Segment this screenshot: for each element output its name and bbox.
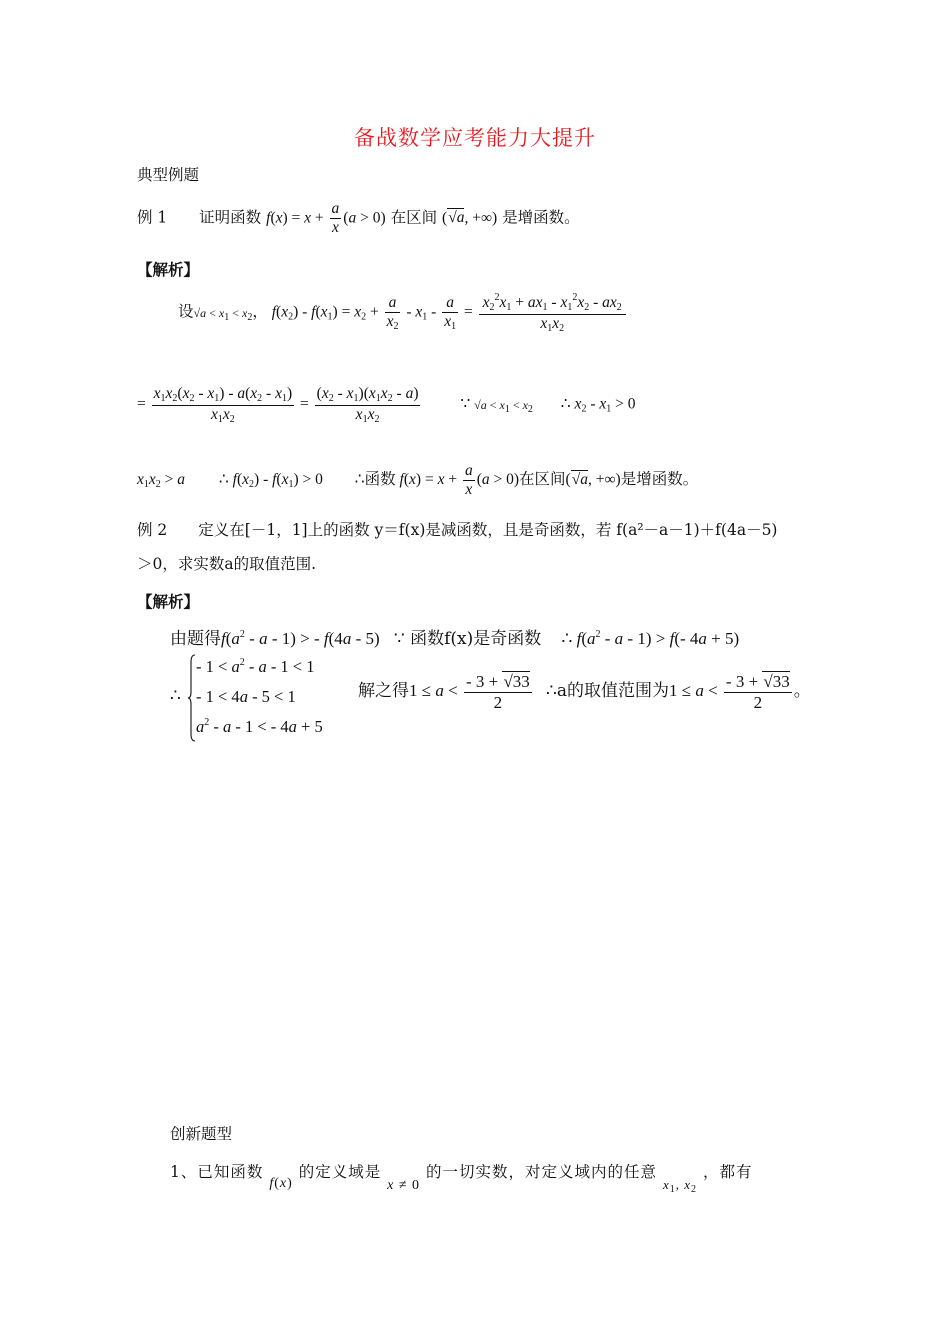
end-mark: 。 (793, 680, 811, 701)
question-1-text-b: 的定义域是 (298, 1163, 382, 1181)
question-1-text-c: 的一切实数，对定义域内的任意 (426, 1163, 658, 1181)
example-1-label: 例 1 (137, 208, 168, 227)
system-brace (188, 654, 196, 742)
inequality-3: $a^2$ - a - 1 < - 4a + 5 (196, 717, 323, 736)
question-1-text-a: 1、已知函数 (170, 1163, 264, 1181)
solution-1-line-3: $x_1x_2 > a$ ∴ $f(x_2) - f(x_1) > 0$ ∴函数 f(x) = x + $\frac{a}{x}$ (a > 0)在区间(√a, +∞)是增函数。 (137, 462, 699, 498)
conclusion-increasing: 是增函数。 (620, 469, 699, 488)
analysis-label-2: 【解析】 (137, 592, 200, 611)
comma: ， (252, 303, 268, 321)
formula-fx: f (266, 209, 271, 227)
example-1-text-c: 是增函数。 (502, 208, 580, 227)
solution-1-line-2: = $\frac{x_1x_2(x_2 - x_1) - a(x_2 - x_1)}{x_1x_2}$ = $\frac{(x_2 - x_1)(x_1x_2 - a)}{x_1x_2}$ ∵ $√a < x_1 < x_2$ ∴ $x_2 - x_1 > 0$ (137, 385, 636, 425)
example-1-text-a: 证明函数 (199, 208, 262, 227)
range-text: ∴a的取值范围为 (546, 680, 669, 701)
conclusion-interval-word: 在区间 (519, 469, 566, 488)
solution-1-line-1: 设$√a < x_1 < x_2$， $f(x_2) - f(x_1) = x_2$ + $\frac{a}{x_2}$ - $x_1$ - $\frac{a}{x_1}$ = $\frac{x_2^2x_1 + ax_1 - x_1^2x_2 - ax_2}{x_1x_2}$ (178, 292, 628, 334)
example-2-line-1: 例 2 定义在[－1，1]上的函数 y＝f(x)是减函数，且是奇函数，若 f(a²－a－1)＋f(4a－5) (137, 521, 778, 539)
therefore-mark: ∴ (170, 686, 181, 705)
question-1-text-d: ，都有 (702, 1163, 753, 1181)
fraction-a-over-x: $\frac{a}{x}$ (331, 200, 340, 236)
inequality-2: - 1 < 4a - 5 < 1 (196, 687, 296, 706)
example-1: 例 1 证明函数 f(x) = x + $\frac{a}{x}$ (a > 0) 在区间 (√a, +∞) 是增函数。 (137, 200, 580, 236)
section-heading-typical: 典型例题 (137, 166, 200, 184)
odd-function-note: ∵ 函数f(x)是奇函数 (393, 629, 542, 649)
interval-formula: (√a, +∞) (442, 209, 498, 227)
fraction-difference: $\frac{x_2^2x_1 + ax_1 - x_1^2x_2 - ax_2}{x_1x_2}$ (479, 292, 626, 334)
inequality-1: - $1 < a^2 - a - 1 < 1$ (196, 657, 315, 676)
page-title: 备战数学应考能力大提升 (354, 126, 596, 150)
example-1-text-b: 在区间 (390, 208, 438, 227)
set-word: 设 (178, 302, 194, 321)
example-2-line-2: ＞0，求实数a的取值范围. (137, 555, 317, 573)
analysis-label-1: 【解析】 (137, 260, 200, 279)
solution-2-result: 解之得1 ≤ a < $\frac{- 3 + √33}{2}$ ∴a的取值范围为1 ≤ a < $\frac{- 3 + √33}{2}$ 。 (358, 672, 811, 712)
solution-2-line-1: 由题得$f(a^2$ - a - 1) > - f(4a - 5) ∵ 函数f(x)是奇函数 ∴ $f(a^2 - a - 1) > f(-$ 4a + 5) (170, 629, 740, 649)
section-heading-innovative: 创新题型 (170, 1125, 233, 1143)
conclusion-func: 函数 (364, 469, 396, 488)
question-1: 1、已知函数 f(x) 的定义域是 x ≠ 0 的一切实数，对定义域内的任意 $_{x_1, x_2}$ ，都有 (170, 1163, 753, 1195)
from-problem: 由题得 (170, 629, 221, 649)
solve-word: 解之得 (358, 680, 409, 701)
